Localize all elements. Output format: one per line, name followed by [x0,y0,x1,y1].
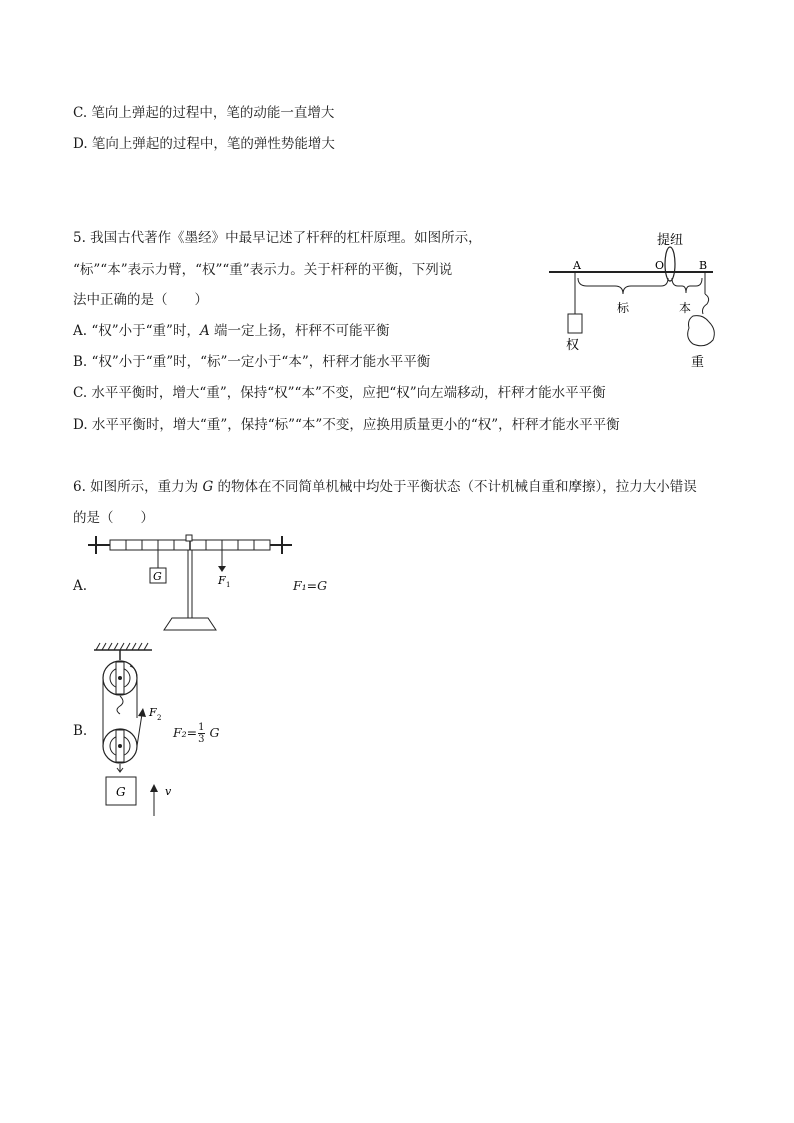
q5-option-a-var: A [199,323,210,339]
q5-option-a-post: 端一定上扬，杆秤不可能平衡 [209,323,390,339]
steelyard-figure [545,228,720,377]
hook [703,294,709,314]
q4-option-d: D. 笔向上弹起的过程中，笔的弹性势能增大 [73,136,335,152]
formula-b-num: 1 [198,722,205,733]
label-biao: 标 [617,301,630,315]
q5-stem-line3: 法中正确的是（ ） [73,292,208,308]
force-f1-sub: 1 [226,581,231,589]
q6-option-b-label: B. [73,723,88,739]
formula-b-den: 3 [198,734,205,745]
weight-quan [568,314,582,333]
q4-option-c: C. 笔向上弹起的过程中，笔的动能一直增大 [73,105,335,121]
force-f2-sub: 2 [157,714,162,722]
force-f1-label: F [218,574,226,587]
velocity-label: v [165,785,172,798]
q5-option-d: D. 水平平衡时，增大“重”，保持“标”“本”不变，应换用质量更小的“权”，杆秤才能水平平衡 [73,417,620,433]
load-box-g-label: G [116,785,126,799]
lever-pivot [186,535,192,541]
q6-option-a-label: A. [73,578,88,594]
q6-stem-pre: 6. 如图所示，重力为 [73,479,203,495]
label-a: A [573,259,581,272]
q5-stem-line1: 5. 我国古代著作《墨经》中最早记述了杆秤的杠杆原理。如图所示， [73,230,482,246]
rope-pull [137,714,142,746]
q6-stem-line1 [73,478,697,496]
label-tiniu: 提纽 [657,233,684,248]
q5-option-c: C. 水平平衡时，增大“重”，保持“权”“本”不变，应把“权”向左端移动，杆秤才能水平平衡 [73,385,606,401]
brace-biao [578,278,668,294]
q5-option-b: B. “权”小于“重”时，“标”一定小于“本”，杆秤才能水平平衡 [73,354,431,370]
q6-option-a-formula: F₁=G [293,578,328,593]
q5-stem-line2: “标”“本”表示力臂，“权”“重”表示力。关于杆秤的平衡，下列说 [73,262,453,278]
lever-stand-base [164,618,216,630]
q5-option-a-pre: A. “权”小于“重”时， [73,323,200,339]
label-ben: 本 [679,301,692,315]
formula-b-pre: F₂= [173,725,198,740]
force-f2-arrow [138,708,146,717]
q6-stem-var: G [202,479,214,495]
lever-figure [88,532,298,640]
formula-b-post: G [209,725,220,740]
goods-zhong [688,316,715,346]
q5-option-a [73,322,390,340]
force-f1-arrow [218,566,226,572]
pulley-figure [86,640,186,822]
lifting-loop [665,247,675,281]
q6-option-b-formula [173,722,220,745]
force-f2-label: F [149,706,157,719]
label-o: O [655,259,665,272]
weight-box-g-label: G [153,570,162,583]
label-b: B [699,259,708,272]
label-quan: 权 [566,338,580,353]
q6-stem-post: 的物体在不同简单机械中均处于平衡状态（不计机械自重和摩擦），拉力大小错误 [213,479,697,495]
label-zhong: 重 [691,355,705,370]
brace-ben [672,278,702,293]
q6-stem-line2: 的是（ ） [73,510,154,526]
